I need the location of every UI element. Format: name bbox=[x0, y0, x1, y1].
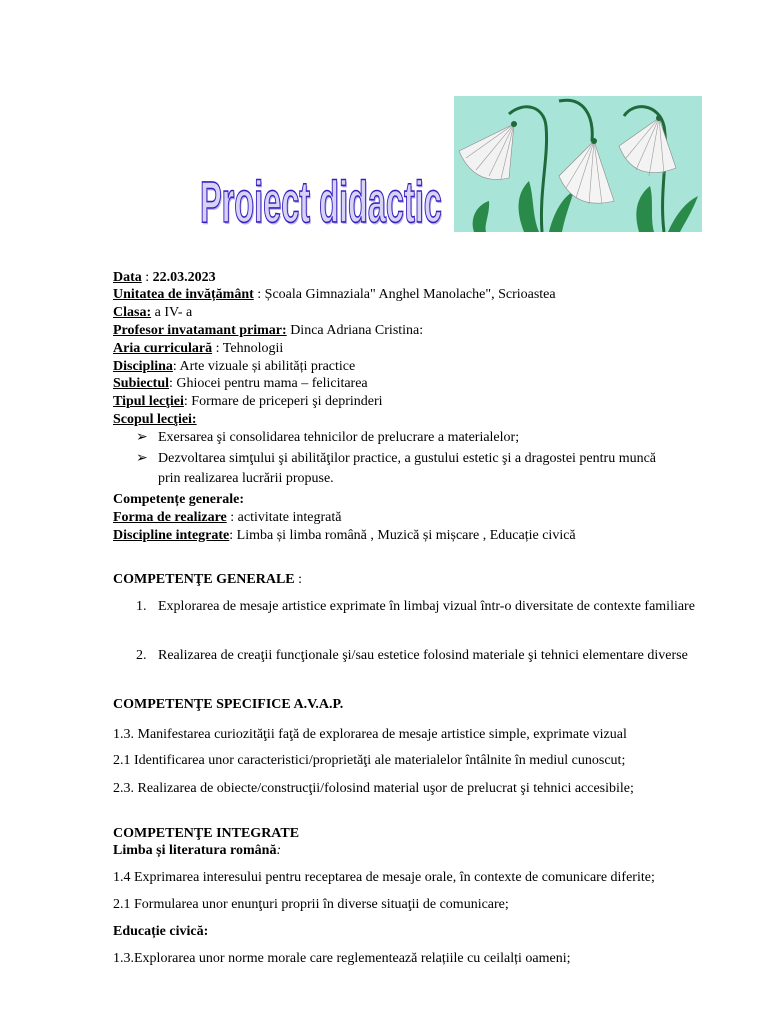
competente-integrate-heading: COMPETENŢE INTEGRATE bbox=[113, 826, 300, 841]
competenta-integrata-item bbox=[113, 869, 655, 886]
info-profesor-line bbox=[113, 322, 423, 339]
clasa-label: Clasa: bbox=[113, 305, 152, 320]
data-label: Data bbox=[113, 270, 142, 285]
item-text: 2.3. Realizarea de obiecte/construcţii/folosind material uşor de prelucrat şi tehnici accesibile; bbox=[113, 781, 634, 796]
info-discipline-line bbox=[113, 527, 576, 544]
info-subiectul-line bbox=[113, 375, 368, 392]
discipline-label: Discipline integrate bbox=[113, 528, 230, 543]
item-text: Explorarea de mesaje artistice exprimate în limbaj vizual într-o diversitate de contexte familiare bbox=[158, 599, 695, 614]
limba-romana-heading-line bbox=[113, 842, 281, 859]
data-sep: : bbox=[141, 270, 153, 285]
data-value: 22.03.2023 bbox=[152, 270, 216, 285]
item-text: Realizarea de creaţii funcţionale şi/sau estetice folosind materiale şi tehnici elementare diverse bbox=[158, 648, 688, 663]
competente-generale-label: Competențe generale: bbox=[113, 492, 245, 507]
scopul-item-text: prin realizarea lucrării propuse. bbox=[158, 471, 334, 486]
item-text: 1.3.Explorarea unor norme morale care reglementează relațiile cu ceilalți oameni; bbox=[113, 951, 571, 966]
competente-generale-heading: COMPETENŢE GENERALE bbox=[113, 572, 295, 587]
arrow-bullet-icon: ➢ bbox=[136, 430, 148, 445]
info-clasa-line bbox=[113, 304, 192, 321]
discipline-value: : Limba și limba română , Muzică și mișcare , Educație civică bbox=[229, 528, 576, 543]
snowdrop-photo bbox=[454, 96, 702, 232]
tipul-value: : Formare de priceperi şi deprinderi bbox=[183, 394, 383, 409]
disciplina-label: Disciplina bbox=[113, 359, 173, 374]
item-text: 2.1 Identificarea unor caracteristici/proprietăţi ale materialelor întâlnite în mediul cunoscut; bbox=[113, 753, 626, 768]
competenta-specifica-item bbox=[113, 780, 634, 797]
disciplina-value: : Arte vizuale și abilități practice bbox=[172, 359, 356, 374]
educatie-civica-heading-line bbox=[113, 923, 208, 940]
scopul-item-text: Dezvoltarea simţului şi abilităţilor practice, a gustului estetic şi a dragostei pentru muncă bbox=[158, 451, 657, 466]
info-aria-line bbox=[113, 340, 283, 357]
item-number: 1. bbox=[136, 599, 147, 614]
unitatea-value: Școala Gimnaziala" Anghel Manolache", Scrioastea bbox=[264, 287, 556, 302]
competenta-integrata-item bbox=[113, 896, 509, 913]
subiectul-label: Subiectul bbox=[113, 376, 170, 391]
competenta-specifica-item bbox=[113, 726, 627, 743]
competente-generale-heading-line bbox=[113, 571, 302, 588]
limba-romana-heading: Limba și literatura română bbox=[113, 843, 277, 858]
subiectul-value: : Ghiocei pentru mama – felicitarea bbox=[169, 376, 368, 391]
profesor-value: Dinca Adriana Cristina: bbox=[286, 323, 424, 338]
competente-integrate-heading-line bbox=[113, 825, 299, 842]
competenta-specifica-item bbox=[113, 752, 625, 769]
unitatea-sep: : bbox=[253, 287, 265, 302]
info-scopul-line bbox=[113, 411, 197, 428]
item-text: 1.3. Manifestarea curiozităţii faţă de explorarea de mesaje artistice simple, exprimate vizual bbox=[113, 727, 627, 742]
item-text: 1.4 Exprimarea interesului pentru receptarea de mesaje orale, în contexte de comunicare diferite; bbox=[113, 870, 655, 885]
scopul-label: Scopul lecţiei: bbox=[113, 412, 197, 427]
tipul-label: Tipul lecţiei bbox=[113, 394, 184, 409]
forma-label: Forma de realizare bbox=[113, 510, 227, 525]
limba-romana-suffix: : bbox=[276, 843, 282, 858]
unitatea-label: Unitatea de invățământ bbox=[113, 287, 254, 302]
info-data-line bbox=[113, 269, 216, 286]
item-text: 2.1 Formularea unor enunţuri proprii în diverse situaţii de comunicare; bbox=[113, 897, 509, 912]
arrow-bullet-icon: ➢ bbox=[136, 451, 148, 466]
competenta-integrata-item bbox=[113, 950, 571, 967]
profesor-label: Profesor invatamant primar: bbox=[113, 323, 287, 338]
competente-generale-heading-suffix: : bbox=[294, 572, 303, 587]
aria-label: Aria curriculară bbox=[113, 341, 213, 356]
info-unitatea-line bbox=[113, 286, 556, 303]
competente-specifice-heading-line bbox=[113, 696, 343, 713]
competente-generale-label-line bbox=[113, 491, 244, 508]
page-title-art: Proiect didactic bbox=[200, 170, 442, 235]
clasa-value: a IV- a bbox=[151, 305, 193, 320]
aria-value: : Tehnologii bbox=[212, 341, 284, 356]
scopul-item-text: Exersarea şi consolidarea tehnicilor de prelucrare a materialelor; bbox=[158, 430, 520, 445]
info-disciplina-line bbox=[113, 358, 355, 375]
educatie-civica-heading: Educație civică: bbox=[113, 924, 209, 939]
item-number: 2. bbox=[136, 648, 147, 663]
info-tipul-line bbox=[113, 393, 383, 410]
forma-value: : activitate integrată bbox=[226, 510, 342, 525]
info-forma-line bbox=[113, 509, 341, 526]
competente-specifice-heading: COMPETENŢE SPECIFICE A.V.A.P. bbox=[113, 697, 344, 712]
